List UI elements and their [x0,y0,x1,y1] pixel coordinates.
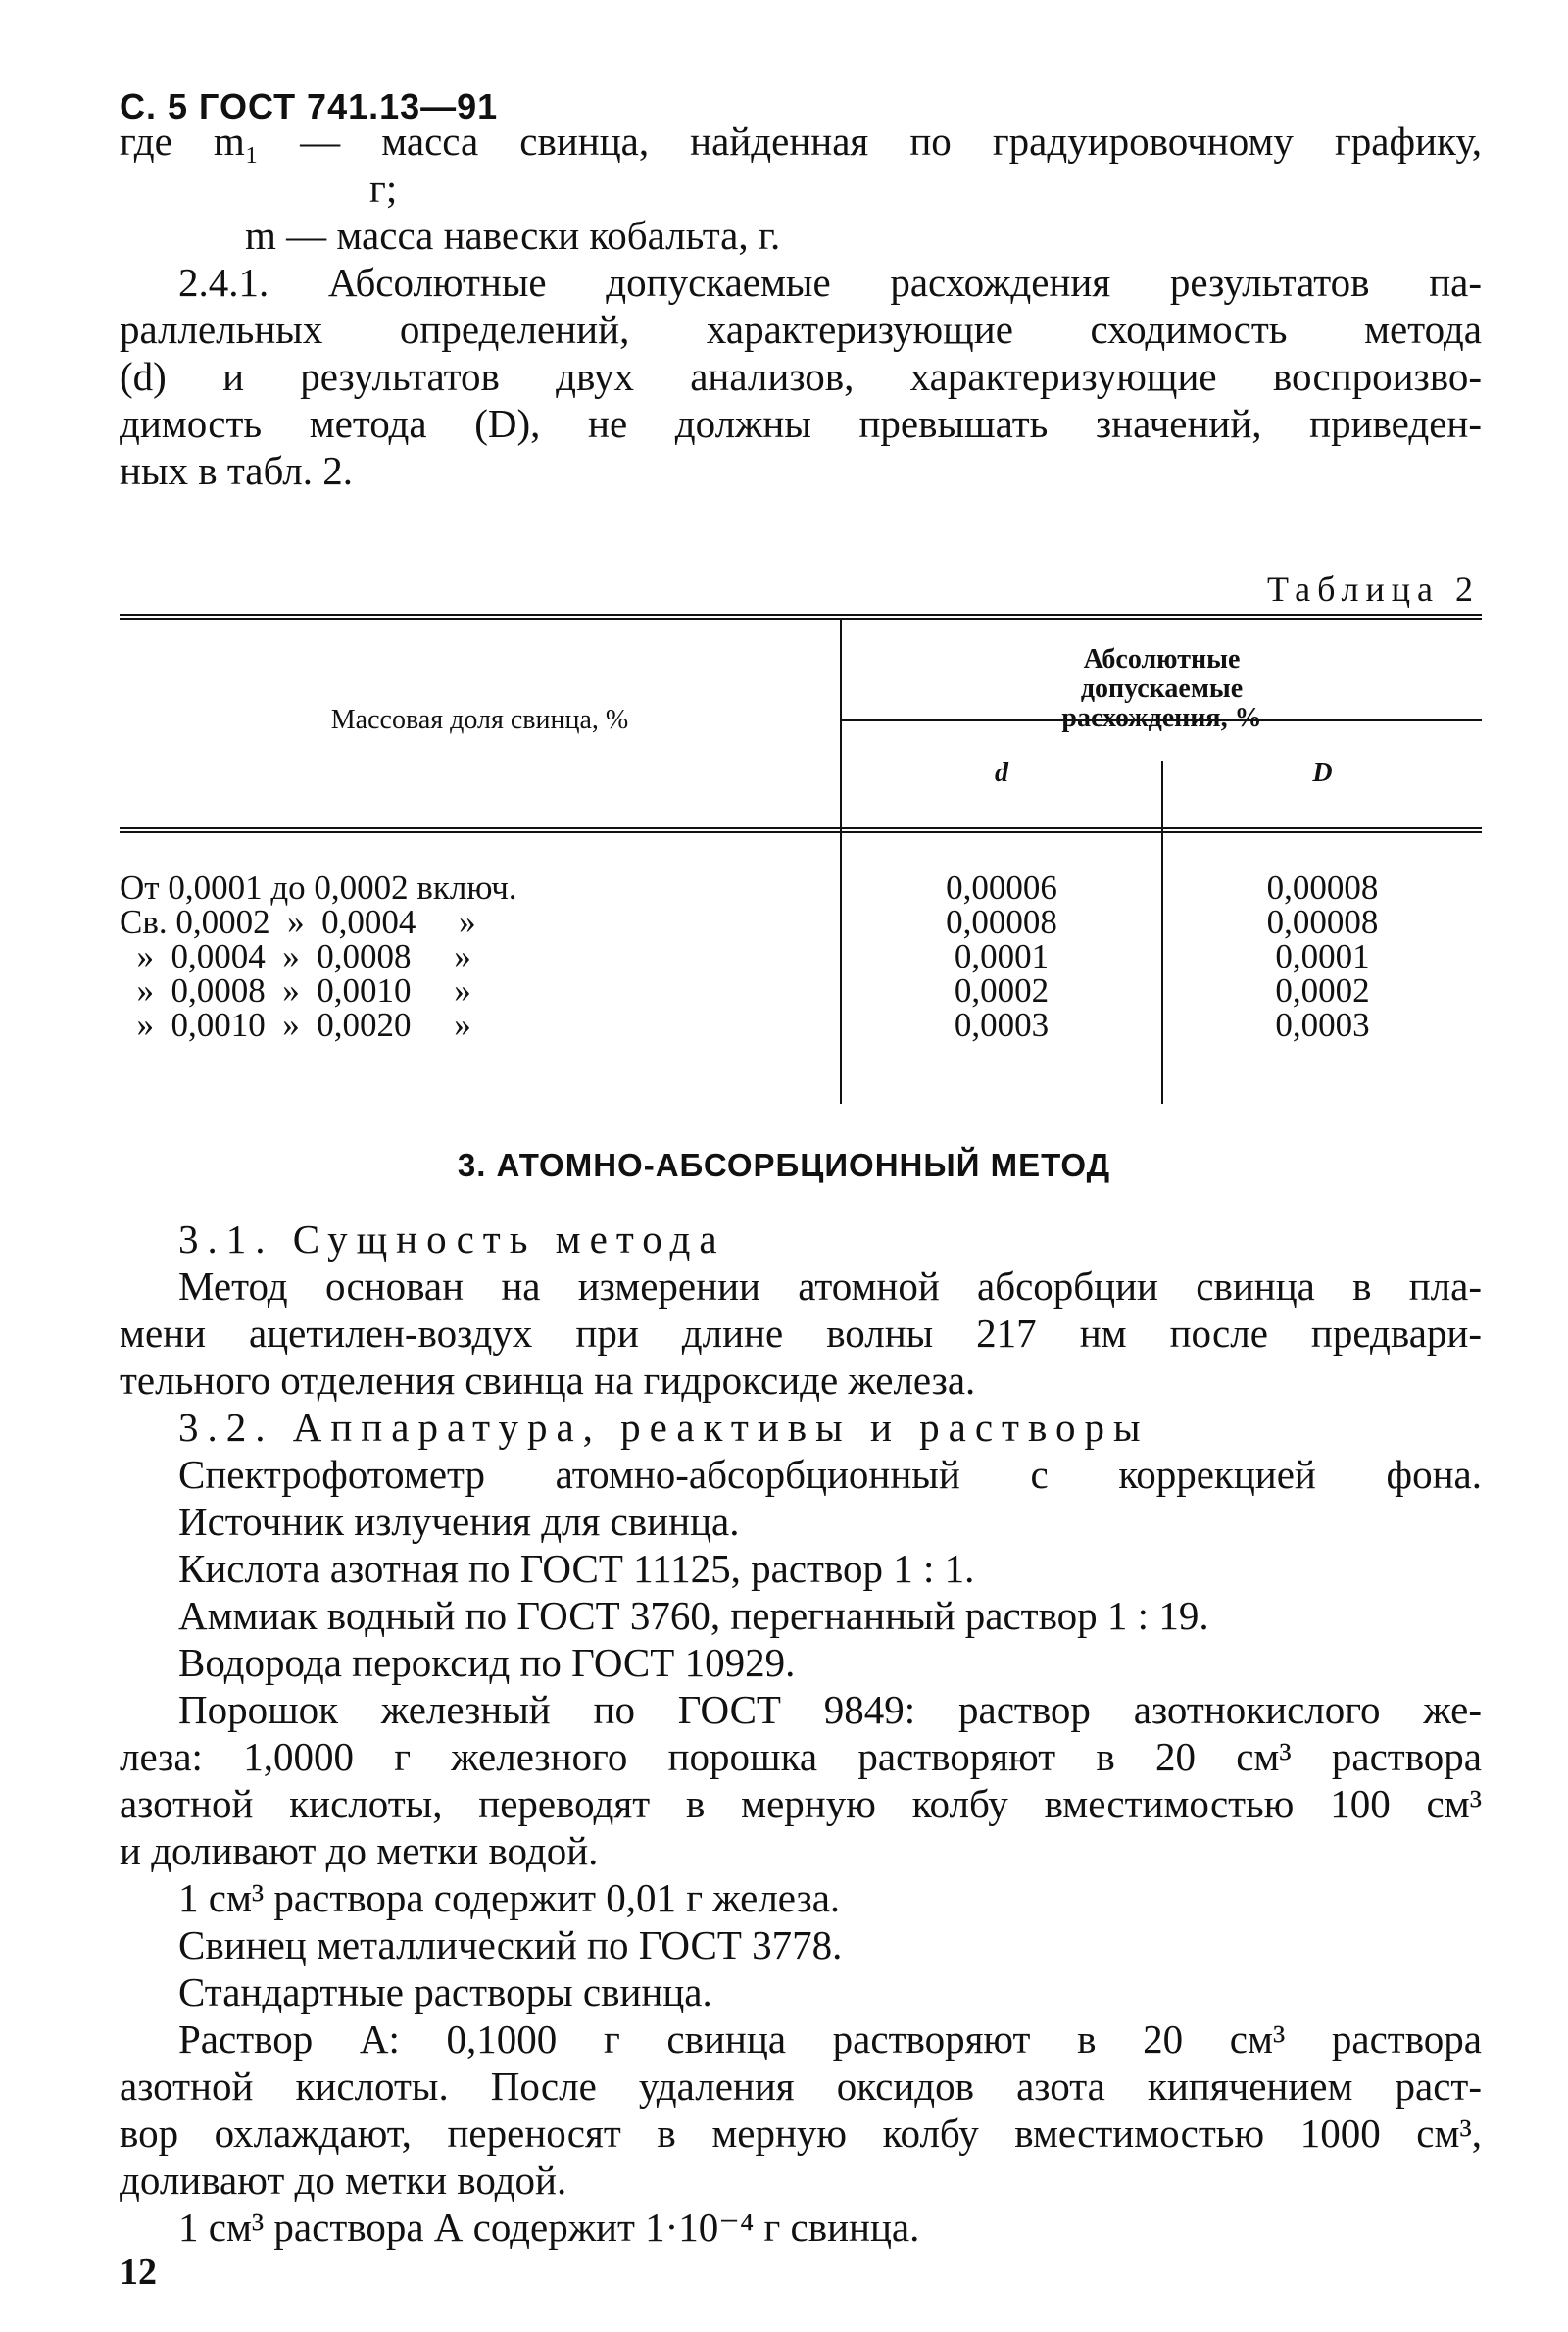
solution-a-line-2: азотной кислоты. После удаления оксидов азота кипячением раст- [120,2063,1482,2109]
solution-a-line-4: доливают до метки водой. [120,2158,567,2203]
d-value: 0,0003 [954,1006,1050,1044]
D-value: 0,00008 [1266,868,1379,907]
powder-line-4: и доливают до метки водой. [120,1828,599,1873]
s32-line-4: Аммиак водный по ГОСТ 3760, перегнанный раствор 1 : 19. [178,1593,1209,1638]
table-header-rule-2 [120,831,1482,833]
para-241-line-3: (d) и результатов двух анализов, характеризующие воспроизво- [120,354,1482,399]
table-caption: Таблица 2 [1267,570,1480,609]
d-column [842,870,1161,1042]
table-2 [120,614,1482,1104]
s31-line-3: тельного отделения свинца на гидроксиде железа. [120,1358,976,1403]
d-value: 0,00008 [946,903,1057,941]
d-value: 0,0001 [954,937,1050,975]
s32-line-3: Кислота азотная по ГОСТ 11125, раствор 1 : 1. [178,1546,975,1591]
page-number: 12 [120,2252,157,2293]
table-top-rule-2 [120,618,1482,620]
solution-a-line-1: Раствор А: 0,1000 г свинца растворяют в 20 см³ раствора [178,2016,1482,2061]
s32-title: 3.2. Аппаратура, реактивы и растворы [178,1405,1150,1450]
s32-line-2: Источник излучения для свинца. [178,1499,740,1544]
definition-m1: где m₁ — масса свинца, найденная по градуировочному графику, [120,119,1482,164]
header-abs-discrepancy: Абсолютные допускаемые расхождения, % [1061,644,1262,733]
definition-m: m — масса навески кобальта, г. [245,213,781,258]
range-row: Св. 0,0002 » 0,0004 » [120,903,476,941]
range-row: » 0,0008 » 0,0010 » [120,971,471,1010]
section-3-title: 3. АТОМНО-АБСОРБЦИОННЫЙ МЕТОД [457,1147,1111,1183]
table-header-rule [120,827,1482,829]
powder-line-1: Порошок железный по ГОСТ 9849: раствор азотнокислого же- [178,1687,1482,1732]
para-241-line-5: ных в табл. 2. [120,448,354,493]
iron-content-line: 1 см³ раствора содержит 0,01 г железа. [178,1875,841,1920]
powder-line-3: азотной кислоты, переводят в мерную колбу вместимостью 100 см³ [120,1781,1482,1826]
header-mass-fraction: Массовая доля свинца, % [330,705,629,735]
page-header: С. 5 ГОСТ 741.13—91 [120,86,499,126]
D-value: 0,0003 [1275,1006,1370,1044]
range-row: » 0,0004 » 0,0008 » [120,937,471,975]
s31-title: 3.1. Сущность метода [178,1216,726,1262]
table-top-rule [120,614,1482,616]
final-line: 1 см³ раствора А содержит 1·10⁻⁴ г свинца. [178,2205,920,2250]
para-241-line-1: 2.4.1. Абсолютные допускаемые расхождения результатов па- [178,260,1482,305]
D-value: 0,00008 [1266,903,1379,941]
s31-line-2: мени ацетилен-воздух при длине волны 217 нм после предвари- [120,1311,1482,1356]
s32-line-5: Водорода пероксид по ГОСТ 10929. [178,1640,796,1685]
lead-metal-line: Свинец металлический по ГОСТ 3778. [178,1922,843,1967]
s32-line-1: Спектрофотометр атомно-абсорбционный с коррекцией фона. [178,1452,1482,1497]
D-value: 0,0002 [1275,971,1370,1010]
D-column [1163,870,1482,1042]
header-D: D [1312,758,1333,788]
range-row: От 0,0001 до 0,0002 включ. [120,868,517,907]
standard-solutions-line: Стандартные растворы свинца. [178,1969,712,2014]
mass-fraction-column [120,870,517,1042]
para-241-line-2: раллельных определений, характеризующие сходимость метода [120,307,1482,352]
header-d: d [995,758,1008,788]
definition-m1-unit: г; [369,166,398,211]
solution-a-line-3: вор охлаждают, переносят в мерную колбу вместимостью 1000 см³, [120,2110,1482,2156]
range-row: » 0,0010 » 0,0020 » [120,1006,471,1044]
d-value: 0,00006 [946,868,1057,907]
D-value: 0,0001 [1275,937,1370,975]
s31-line-1: Метод основан на измерении атомной абсорбции свинца в пла- [178,1264,1482,1309]
para-241-line-4: димость метода (D), не должны превышать значений, приведен- [120,401,1482,446]
powder-line-2: леза: 1,0000 г железного порошка растворяют в 20 см³ раствора [120,1734,1482,1779]
d-value: 0,0002 [954,971,1050,1010]
